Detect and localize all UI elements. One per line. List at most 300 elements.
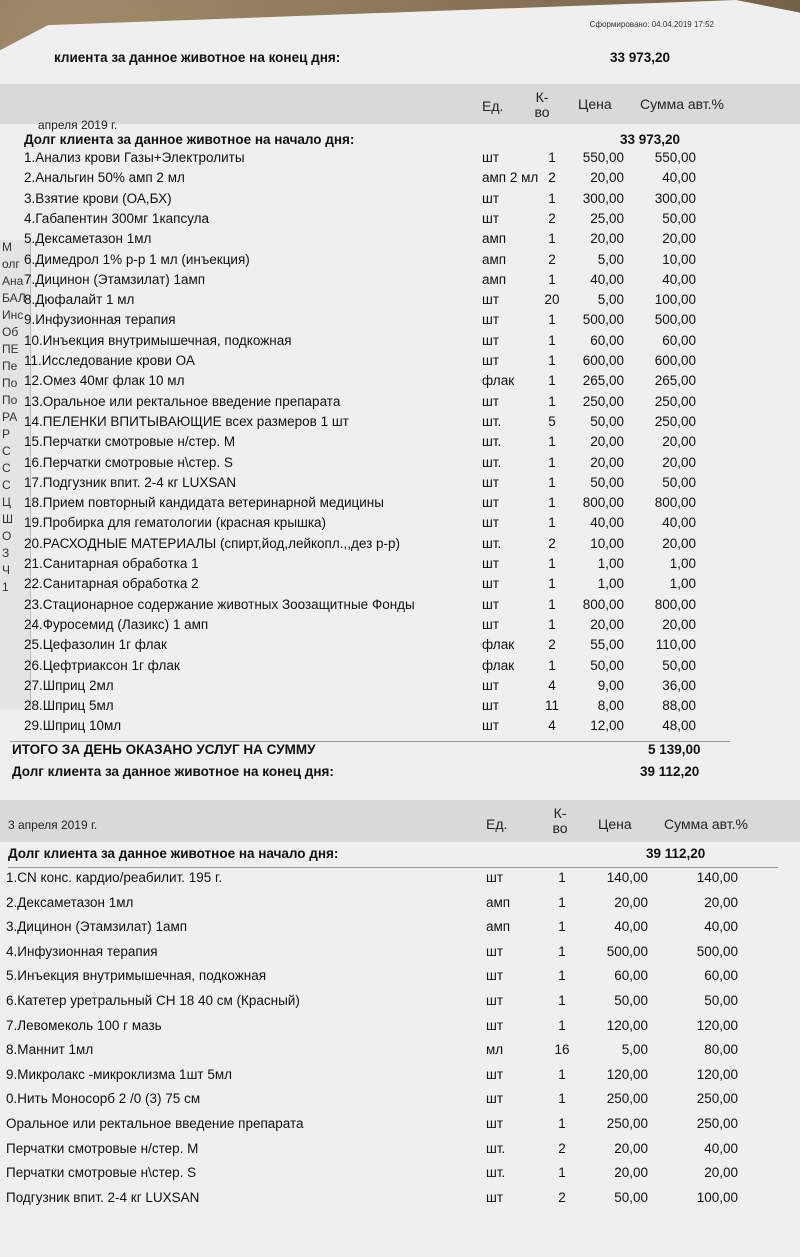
- cell-name: 14.ПЕЛЕНКИ ВПИТЫВАЮЩИЕ всех размеров 1 шт: [24, 413, 349, 429]
- cell-sum: 40,00: [704, 1140, 738, 1156]
- start-debt-value: 33 973,20: [620, 132, 681, 147]
- cell-qty: 1: [558, 1116, 566, 1131]
- margin-fragment: О: [2, 529, 12, 543]
- cell-unit: амп: [482, 231, 507, 247]
- cell-price: 12,00: [590, 718, 624, 734]
- cell-qty: 1: [548, 312, 556, 328]
- cell-sum: 60,00: [704, 968, 738, 984]
- cell-sum: 36,00: [662, 677, 696, 693]
- cell-unit: амп 2 мл: [482, 170, 539, 186]
- cell-qty: 2: [558, 1189, 566, 1205]
- cell-price: 250,00: [606, 1116, 648, 1131]
- prev-end-debt-value: 33 973,20: [610, 50, 671, 65]
- cell-price: 60,00: [590, 332, 624, 348]
- cell-sum: 48,00: [662, 718, 696, 734]
- header-price: Цена: [578, 96, 612, 112]
- cell-unit: шт: [486, 1091, 504, 1107]
- cell-unit: шт: [482, 150, 500, 165]
- cell-unit: шт: [482, 596, 500, 612]
- cell-qty: 1: [558, 919, 566, 935]
- cell-price: 8,00: [597, 698, 624, 714]
- cell-name: 12.Омез 40мг флак 10 мл: [24, 373, 185, 389]
- table-row: [0, 698, 800, 720]
- cell-price: 20,00: [590, 434, 624, 450]
- cell-sum: 40,00: [662, 271, 696, 287]
- cell-name: 26.Цефтриаксон 1г флак: [24, 657, 180, 673]
- table-row: [0, 678, 800, 700]
- cell-unit: амп: [482, 271, 507, 287]
- cell-qty: 1: [548, 190, 556, 206]
- cell-unit: шт: [486, 943, 504, 959]
- cell-sum: 600,00: [654, 353, 696, 368]
- cell-unit: шт: [482, 474, 500, 490]
- cell-unit: шт.: [486, 1165, 506, 1181]
- cell-price: 300,00: [582, 190, 624, 206]
- table-row: [0, 515, 800, 537]
- margin-fragment: С: [2, 461, 11, 475]
- table-row: [0, 993, 800, 1015]
- cell-unit: шт: [482, 393, 500, 409]
- cell-qty: 1: [558, 993, 566, 1008]
- cell-sum: 50,00: [662, 210, 696, 226]
- cell-qty: 1: [548, 474, 556, 490]
- cell-price: 60,00: [614, 968, 648, 984]
- cell-name: 18.Прием повторный кандидата ветеринарной медицины: [24, 495, 384, 511]
- table-row: [0, 1141, 800, 1163]
- cell-price: 265,00: [582, 373, 624, 389]
- cell-qty: 2: [548, 170, 556, 186]
- header-price-2: Цена: [598, 816, 632, 832]
- cell-price: 40,00: [614, 919, 648, 935]
- table-row: [0, 333, 800, 355]
- cell-unit: амп: [486, 894, 511, 910]
- table-row: [0, 576, 800, 598]
- header-qty: К-во: [534, 89, 550, 120]
- cell-name: 10.Инъекция внутримышечная, подкожная: [24, 332, 292, 348]
- cell-sum: 40,00: [662, 170, 696, 186]
- cell-qty: 1: [548, 596, 556, 612]
- table-row: [0, 536, 800, 558]
- cell-price: 250,00: [606, 1091, 648, 1107]
- table-row: [0, 312, 800, 334]
- cell-price: 10,00: [590, 535, 624, 551]
- margin-fragment: БАЛ: [2, 291, 26, 305]
- cell-sum: 20,00: [662, 535, 696, 551]
- cell-qty: 1: [548, 150, 556, 165]
- cell-price: 5,00: [597, 292, 624, 308]
- cell-sum: 1,00: [669, 576, 696, 592]
- cell-unit: шт.: [482, 454, 502, 470]
- cell-price: 9,00: [597, 677, 624, 693]
- cell-name: 6.Катетер уретральный CH 18 40 см (Красный): [6, 993, 300, 1008]
- cell-qty: 1: [558, 1017, 566, 1033]
- cell-qty: 1: [558, 1091, 566, 1107]
- cell-price: 40,00: [590, 271, 624, 287]
- cell-name: 16.Перчатки смотровые н\стер. S: [24, 454, 233, 470]
- cell-name: Перчатки смотровые н\стер. S: [6, 1165, 197, 1181]
- cell-unit: амп: [486, 919, 511, 935]
- cell-qty: 1: [558, 943, 566, 959]
- table-row: [0, 150, 800, 172]
- start-debt-label-2: Долг клиента за данное животное на начало дня:: [8, 846, 339, 861]
- cell-name: Подгузник впит. 2-4 кг LUXSAN: [6, 1189, 200, 1205]
- cell-qty: 2: [548, 535, 556, 551]
- cell-name: 22.Санитарная обработка 2: [24, 576, 199, 592]
- cell-unit: шт: [482, 515, 500, 531]
- table-row: [0, 191, 800, 213]
- table-row: [0, 944, 800, 966]
- cell-unit: шт.: [482, 535, 502, 551]
- table-row: [0, 617, 800, 639]
- margin-fragment: Ч: [2, 563, 10, 577]
- cell-qty: 2: [558, 1140, 566, 1156]
- cell-qty: 1: [548, 515, 556, 531]
- table-row: [0, 718, 800, 740]
- table-row: [0, 455, 800, 477]
- cell-qty: 1: [548, 556, 556, 571]
- generated-stamp: Сформировано: 04.04.2019 17:52: [589, 20, 714, 29]
- cell-sum: 50,00: [704, 993, 738, 1008]
- cell-unit: шт: [482, 495, 500, 511]
- cell-sum: 250,00: [696, 1091, 738, 1107]
- table-row: [0, 919, 800, 941]
- end-debt-value: 39 112,20: [640, 764, 700, 779]
- cell-name: 28.Шприц 5мл: [24, 698, 114, 714]
- header-unit-2: Ед.: [486, 816, 508, 832]
- cell-qty: 1: [548, 616, 556, 632]
- cell-sum: 20,00: [662, 616, 696, 632]
- cell-name: 29.Шприц 10мл: [24, 718, 122, 734]
- margin-fragment: Пе: [2, 359, 18, 373]
- cell-price: 250,00: [582, 393, 624, 409]
- cell-qty: 20: [544, 292, 560, 308]
- table-row: [0, 434, 800, 456]
- cell-price: 40,00: [590, 515, 624, 531]
- cell-qty: 1: [548, 434, 556, 450]
- margin-fragment: Инс: [2, 308, 24, 322]
- cell-price: 1,00: [597, 576, 624, 592]
- cell-qty: 5: [548, 413, 556, 429]
- cell-unit: шт: [482, 677, 500, 693]
- cell-unit: шт: [482, 718, 500, 734]
- cell-price: 500,00: [606, 943, 648, 959]
- cell-sum: 100,00: [696, 1189, 738, 1205]
- cell-qty: 1: [548, 332, 556, 348]
- end-debt-label: Долг клиента за данное животное на конец дня:: [12, 764, 334, 779]
- table-row: [0, 211, 800, 233]
- cell-unit: флак: [482, 637, 515, 653]
- cell-name: 3.Взятие крови (ОА,БХ): [24, 190, 172, 206]
- cell-sum: 20,00: [704, 1165, 738, 1181]
- cell-price: 5,00: [597, 251, 624, 267]
- table-row: [0, 1165, 800, 1187]
- cell-name: 4.Инфузионная терапия: [6, 943, 158, 959]
- start-debt-value-2: 39 112,20: [646, 846, 706, 861]
- cell-unit: шт.: [482, 434, 502, 450]
- cell-qty: 1: [548, 576, 556, 592]
- cell-name: 23.Стационарное содержание животных Зоозащитные Фонды: [24, 596, 415, 612]
- margin-fragment: По: [2, 393, 18, 407]
- margin-fragment: Ана: [2, 274, 24, 288]
- cell-sum: 88,00: [662, 698, 696, 714]
- cell-name: 2.Дексаметазон 1мл: [6, 894, 134, 910]
- cell-sum: 550,00: [654, 150, 696, 165]
- table-row: [0, 556, 800, 578]
- cell-qty: 1: [548, 231, 556, 247]
- cell-unit: шт.: [486, 1140, 506, 1156]
- cell-price: 120,00: [606, 1017, 648, 1033]
- margin-fragment: олг: [2, 257, 20, 271]
- cell-sum: 250,00: [696, 1116, 738, 1131]
- table-row: [0, 895, 800, 917]
- cell-sum: 20,00: [704, 894, 738, 910]
- header-sum: Сумма авт.%: [640, 96, 724, 112]
- cell-qty: 1: [558, 1165, 566, 1181]
- cell-unit: мл: [486, 1042, 504, 1058]
- cell-name: 24.Фуросемид (Лазикс) 1 амп: [24, 616, 209, 632]
- total-row: [0, 742, 800, 764]
- cell-sum: 40,00: [662, 515, 696, 531]
- cell-sum: 300,00: [654, 190, 696, 206]
- prev-end-debt-row: [0, 50, 800, 72]
- table-row: [0, 1091, 800, 1113]
- cell-unit: шт: [482, 556, 500, 571]
- cell-sum: 1,00: [669, 556, 696, 571]
- cell-qty: 1: [548, 271, 556, 287]
- cell-name: 7.Левомеколь 100 г мазь: [6, 1017, 162, 1033]
- cell-qty: 1: [548, 657, 556, 673]
- cell-unit: шт: [486, 968, 504, 984]
- total-label: ИТОГО ЗА ДЕНЬ ОКАЗАНО УСЛУГ НА СУММУ: [12, 742, 316, 757]
- cell-price: 20,00: [614, 894, 648, 910]
- cell-price: 50,00: [614, 993, 648, 1008]
- margin-fragment: М: [2, 240, 12, 254]
- start-debt-label: Долг клиента за данное животное на начало дня:: [24, 132, 355, 147]
- cell-price: 50,00: [590, 413, 624, 429]
- cell-qty: 1: [548, 393, 556, 409]
- cell-name: 11.Исследование крови ОА: [24, 353, 195, 368]
- margin-fragment: 1: [2, 580, 9, 594]
- margin-fragment: Ц: [2, 495, 11, 509]
- table-row: [0, 394, 800, 416]
- table-row: [0, 1042, 800, 1064]
- header-unit: Ед.: [482, 98, 504, 114]
- cell-sum: 110,00: [655, 637, 696, 653]
- prev-end-debt-label: клиента за данное животное на конец дня:: [54, 50, 341, 65]
- cell-unit: шт: [482, 332, 500, 348]
- cell-name: 2.Анальгин 50% амп 2 мл: [24, 170, 185, 186]
- divider-2: [8, 867, 778, 868]
- table-row: [0, 1116, 800, 1138]
- table-row: [0, 1018, 800, 1040]
- cell-unit: шт: [482, 292, 500, 308]
- cell-price: 20,00: [590, 231, 624, 247]
- cell-price: 550,00: [582, 150, 624, 165]
- section-date-2: 3 апреля 2019 г.: [8, 818, 98, 832]
- cell-price: 50,00: [614, 1189, 648, 1205]
- cell-price: 600,00: [582, 353, 624, 368]
- cell-unit: шт: [486, 1189, 504, 1205]
- cell-qty: 4: [548, 718, 556, 734]
- table-row: [0, 414, 800, 436]
- cell-unit: шт: [486, 1116, 504, 1131]
- cell-name: 3.Дицинон (Этамзилат) 1амп: [6, 919, 188, 935]
- cell-unit: шт: [482, 576, 500, 592]
- table-row: [0, 495, 800, 517]
- cell-qty: 2: [548, 637, 556, 653]
- margin-fragment: Р: [2, 427, 11, 441]
- margin-fragment: С: [2, 444, 11, 458]
- cell-name: 5.Дексаметазон 1мл: [24, 231, 152, 247]
- header-qty-2: К-во: [552, 805, 568, 836]
- margin-fragment: ПЕ: [2, 342, 19, 356]
- cell-price: 120,00: [606, 1066, 648, 1082]
- cell-name: 27.Шприц 2мл: [24, 677, 114, 693]
- cell-qty: 1: [548, 495, 556, 511]
- cell-qty: 2: [548, 251, 556, 267]
- table-row: [0, 353, 800, 375]
- cell-qty: 4: [548, 677, 556, 693]
- table-row: [0, 252, 800, 274]
- table-row: [0, 637, 800, 659]
- cell-unit: флак: [482, 657, 515, 673]
- table-row: [0, 1067, 800, 1089]
- start-debt-row-2: [0, 846, 800, 868]
- cell-name: 17.Подгузник впит. 2-4 кг LUXSAN: [24, 474, 237, 490]
- cell-name: 13.Оральное или ректальное введение препарата: [24, 393, 341, 409]
- cell-name: 1.CN конс. кардио/реабилит. 195 г.: [6, 870, 223, 885]
- cell-sum: 20,00: [662, 231, 696, 247]
- cell-unit: шт: [486, 1017, 504, 1033]
- table-row: [0, 870, 800, 892]
- cell-unit: шт: [482, 210, 500, 226]
- cell-price: 20,00: [614, 1140, 648, 1156]
- cell-sum: 80,00: [704, 1042, 738, 1058]
- cell-price: 20,00: [590, 616, 624, 632]
- margin-fragment: З: [2, 546, 10, 560]
- cell-sum: 120,00: [696, 1017, 738, 1033]
- table-header: [0, 84, 800, 132]
- cell-name: 1.Анализ крови Газы+Электролиты: [24, 150, 245, 165]
- cell-name: 7.Дицинон (Этамзилат) 1амп: [24, 271, 206, 287]
- cell-unit: шт: [482, 312, 500, 328]
- cell-qty: 2: [548, 210, 556, 226]
- total-value: 5 139,00: [648, 742, 701, 757]
- table-row: [0, 968, 800, 990]
- cell-name: 21.Санитарная обработка 1: [24, 556, 199, 571]
- cell-unit: шт: [482, 190, 500, 206]
- table-row: [0, 373, 800, 395]
- table-header-2: [0, 800, 800, 842]
- cell-name: 19.Пробирка для гематологии (красная крышка): [24, 515, 327, 531]
- cell-name: 25.Цефазолин 1г флак: [24, 637, 167, 653]
- cell-sum: 20,00: [662, 434, 696, 450]
- cell-unit: шт: [486, 993, 504, 1008]
- cell-unit: шт: [482, 353, 500, 368]
- end-debt-row: [0, 764, 800, 786]
- cell-qty: 1: [558, 1066, 566, 1082]
- cell-price: 20,00: [614, 1165, 648, 1181]
- cell-qty: 1: [548, 454, 556, 470]
- cell-qty: 1: [548, 353, 556, 368]
- table-row: [0, 170, 800, 192]
- cell-sum: 800,00: [654, 596, 696, 612]
- cell-name: 4.Габапентин 300мг 1капсула: [24, 210, 210, 226]
- cell-name: 8.Маннит 1мл: [6, 1042, 94, 1058]
- cell-name: 9.Инфузионная терапия: [24, 312, 176, 328]
- cell-price: 500,00: [582, 312, 624, 328]
- cell-sum: 800,00: [654, 495, 696, 511]
- cell-sum: 120,00: [696, 1066, 738, 1082]
- cell-unit: шт: [486, 870, 504, 885]
- cell-price: 20,00: [590, 170, 624, 186]
- table-row: [0, 292, 800, 314]
- header-sum-2: Сумма авт.%: [664, 816, 748, 832]
- margin-fragment: По: [2, 376, 18, 390]
- cell-sum: 500,00: [696, 943, 738, 959]
- cell-name: 15.Перчатки смотровые н/стер. M: [24, 434, 236, 450]
- table-row: [0, 1190, 800, 1212]
- cell-name: 0.Нить Моносорб 2 /0 (3) 75 см: [6, 1091, 201, 1107]
- cell-name: 9.Микролакс -микроклизма 1шт 5мл: [6, 1066, 232, 1082]
- cell-price: 20,00: [590, 454, 624, 470]
- table-row: [0, 475, 800, 497]
- cell-sum: 250,00: [654, 393, 696, 409]
- cell-sum: 50,00: [662, 474, 696, 490]
- cell-name: 6.Димедрол 1% р-р 1 мл (инъекция): [24, 251, 250, 267]
- cell-sum: 500,00: [654, 312, 696, 328]
- cell-qty: 11: [544, 698, 559, 714]
- margin-fragment: С: [2, 478, 11, 492]
- cell-price: 25,00: [590, 210, 624, 226]
- cell-qty: 1: [558, 870, 566, 885]
- margin-fragment: Ш: [2, 512, 13, 526]
- cell-unit: шт: [482, 616, 500, 632]
- cell-unit: шт: [486, 1066, 504, 1082]
- cell-unit: амп: [482, 251, 507, 267]
- margin-fragment: РА: [2, 410, 18, 424]
- cell-unit: шт: [482, 698, 500, 714]
- cell-qty: 1: [558, 968, 566, 984]
- cell-unit: флак: [482, 373, 515, 389]
- cell-unit: шт.: [482, 413, 502, 429]
- cell-name: 8.Дюфалайт 1 мл: [24, 292, 135, 308]
- cell-name: 5.Инъекция внутримышечная, подкожная: [6, 968, 267, 984]
- cell-sum: 60,00: [662, 332, 696, 348]
- cell-name: Перчатки смотровые н/стер. M: [6, 1140, 199, 1156]
- table-row: [0, 658, 800, 680]
- cell-name: Оральное или ректальное введение препарата: [6, 1116, 304, 1131]
- cell-sum: 250,00: [654, 413, 696, 429]
- cell-sum: 100,00: [654, 292, 696, 308]
- cell-sum: 265,00: [654, 373, 696, 389]
- table-row: [0, 231, 800, 253]
- margin-fragment: Об: [2, 325, 19, 339]
- cell-qty: 1: [548, 373, 556, 389]
- cell-sum: 10,00: [662, 251, 696, 267]
- cell-sum: 40,00: [704, 919, 738, 935]
- cell-price: 800,00: [582, 495, 624, 511]
- cell-price: 5,00: [621, 1042, 648, 1058]
- cell-sum: 50,00: [662, 657, 696, 673]
- cell-sum: 20,00: [662, 454, 696, 470]
- cell-price: 55,00: [590, 637, 624, 653]
- cell-name: 20.РАСХОДНЫЕ МАТЕРИАЛЫ (спирт,йод,лейкопл.,,дез р-р): [24, 535, 401, 551]
- table-row: [0, 272, 800, 294]
- table-row: [0, 597, 800, 619]
- cell-price: 1,00: [597, 556, 624, 571]
- cell-sum: 140,00: [696, 870, 738, 885]
